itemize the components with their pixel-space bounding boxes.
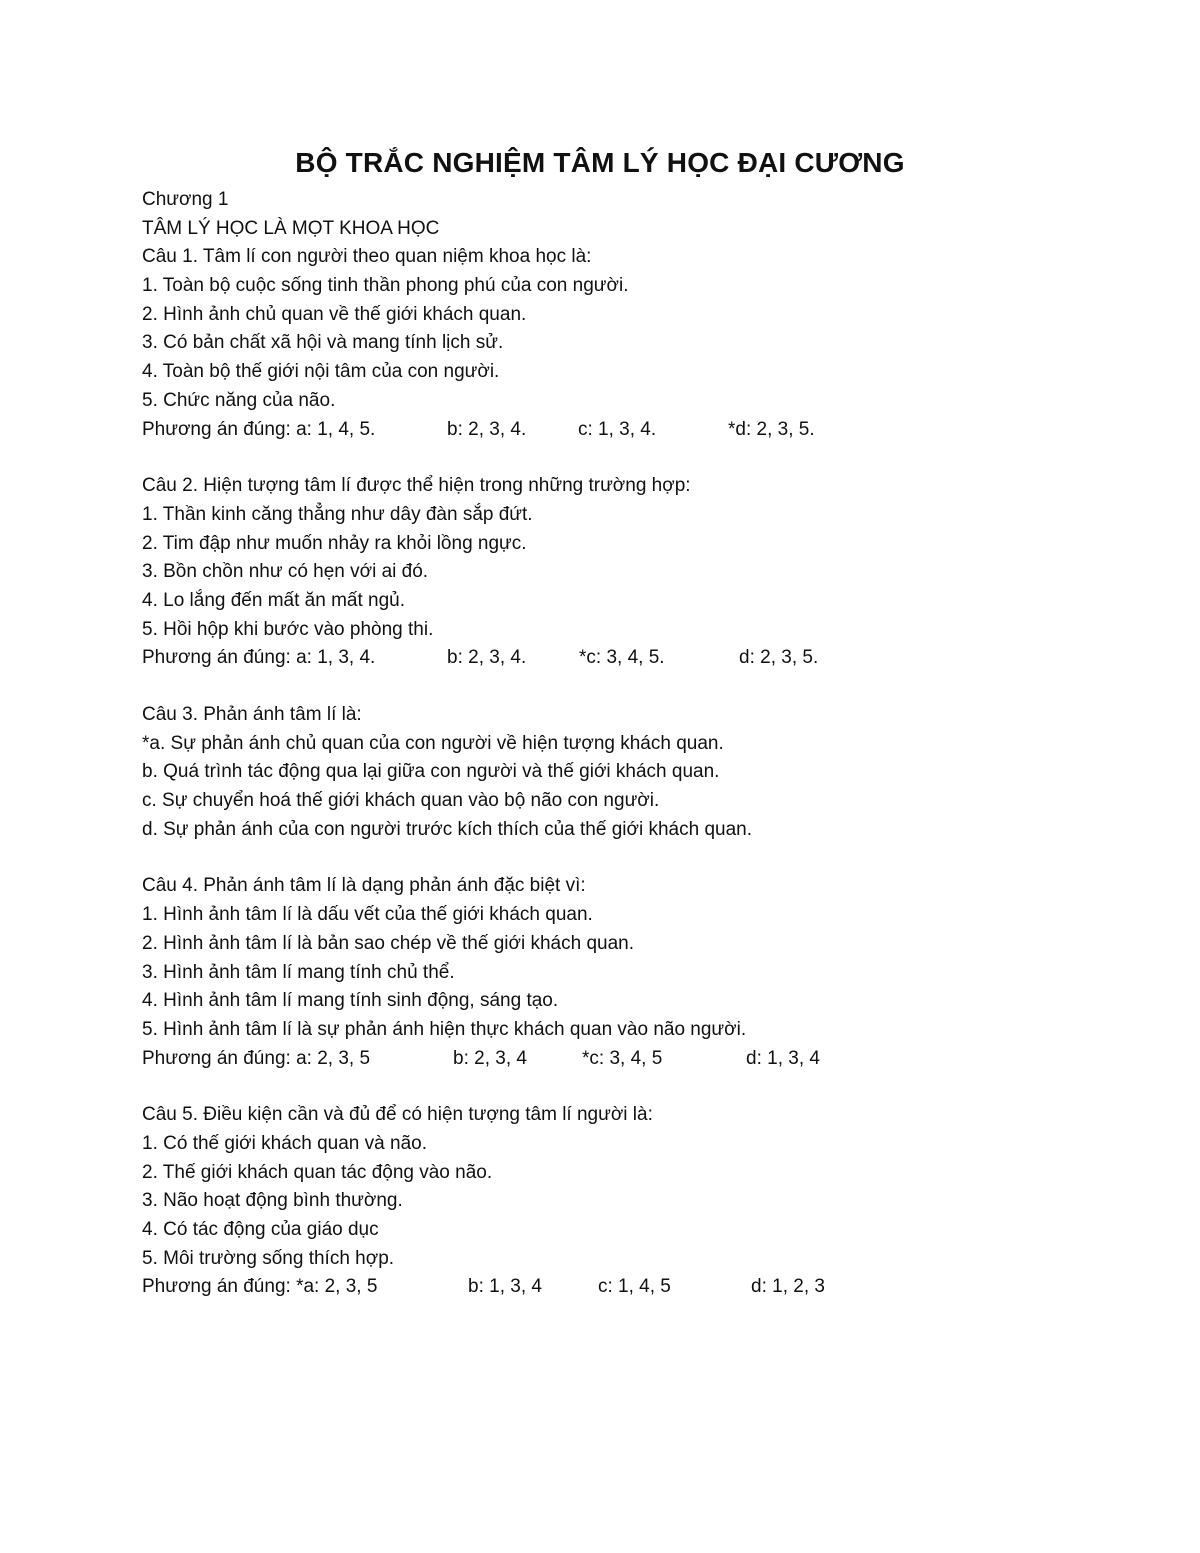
question-5-answers: [142, 1273, 1042, 1302]
question-2-item: 5. Hồi hộp khi bước vào phòng thi.: [142, 618, 434, 640]
question-1-item: 4. Toàn bộ thế giới nội tâm của con người.: [142, 361, 500, 383]
question-3-option: b. Quá trình tác động qua lại giữa con người và thế giới khách quan.: [142, 761, 720, 783]
answer-option-d: d: 1, 2, 3: [751, 1276, 825, 1298]
spacer: [142, 673, 1042, 701]
answer-option-c: c: 1, 4, 5: [598, 1276, 671, 1298]
question-3: Câu 3. Phản ánh tâm lí là:: [142, 704, 362, 725]
question-1-answers: [142, 416, 1042, 445]
question-2-item: 2. Tim đập như muốn nhảy ra khỏi lồng ngực.: [142, 532, 527, 554]
question-5: Câu 5. Điều kiện cần và đủ để có hiện tượng tâm lí người là:: [142, 1104, 653, 1126]
question-5-item: 3. Não hoạt động bình thường.: [142, 1190, 403, 1212]
answer-option-a: Phương án đúng: a: 1, 4, 5.: [142, 418, 376, 440]
question-5-item: 1. Có thế giới khách quan và não.: [142, 1132, 427, 1154]
question-5-item: 4. Có tác động của giáo dục: [142, 1219, 379, 1240]
question-4-item: 1. Hình ảnh tâm lí là dấu vết của thế giới khách quan.: [142, 904, 593, 926]
answer-option-b: b: 2, 3, 4.: [447, 418, 527, 440]
question-2-item: 1. Thần kinh căng thẳng như dây đàn sắp đứt.: [142, 503, 533, 525]
answer-option-a: Phương án đúng: *a: 2, 3, 5: [142, 1276, 378, 1298]
question-4-answers: [142, 1045, 1042, 1074]
document-title: BỘ TRẮC NGHIỆM TÂM LÝ HỌC ĐẠI CƯƠNG: [295, 147, 905, 178]
question-5-item: 2. Thế giới khách quan tác động vào não.: [142, 1161, 493, 1183]
question-1-item: 5. Chức năng của não.: [142, 389, 336, 411]
question-4-item: 3. Hình ảnh tâm lí mang tính chủ thể.: [142, 961, 455, 983]
answer-option-b: b: 2, 3, 4: [453, 1047, 527, 1069]
question-3-option: d. Sự phản ánh của con người trước kích thích của thế giới khách quan.: [142, 818, 752, 840]
spacer: [142, 444, 1042, 472]
question-4-item: 4. Hình ảnh tâm lí mang tính sinh động, sáng tạo.: [142, 990, 559, 1012]
answer-option-d: *d: 2, 3, 5.: [728, 418, 815, 440]
question-2: Câu 2. Hiện tượng tâm lí được thể hiện trong những trường hợp:: [142, 475, 691, 497]
answer-option-a: Phương án đúng: a: 2, 3, 5: [142, 1047, 371, 1069]
answer-option-b: b: 2, 3, 4.: [447, 647, 527, 669]
question-3-option: c. Sự chuyển hoá thế giới khách quan vào bộ não con người.: [142, 790, 660, 812]
question-1: Câu 1. Tâm lí con người theo quan niệm khoa học là:: [142, 246, 592, 268]
answer-option-c: *c: 3, 4, 5.: [579, 647, 665, 669]
question-2-answers: [142, 644, 1042, 673]
question-3-option: *a. Sự phản ánh chủ quan của con người về hiện tượng khách quan.: [142, 732, 724, 754]
chapter-number: Chương 1: [142, 189, 229, 210]
spacer: [142, 844, 1042, 872]
answer-option-c: *c: 3, 4, 5: [582, 1047, 663, 1069]
question-4: Câu 4. Phản ánh tâm lí là dạng phản ánh đặc biệt vì:: [142, 875, 586, 897]
answer-option-d: d: 1, 3, 4: [746, 1047, 820, 1069]
question-4-item: 5. Hình ảnh tâm lí là sự phản ánh hiện thực khách quan vào não người.: [142, 1018, 747, 1040]
question-1-item: 1. Toàn bộ cuộc sống tinh thần phong phú của con người.: [142, 275, 629, 297]
answer-option-c: c: 1, 3, 4.: [578, 418, 657, 440]
question-1-item: 3. Có bản chất xã hội và mang tính lịch sử.: [142, 332, 504, 354]
question-5-item: 5. Môi trường sống thích hợp.: [142, 1247, 395, 1269]
answer-option-d: d: 2, 3, 5.: [739, 647, 819, 669]
answer-option-a: Phương án đúng: a: 1, 3, 4.: [142, 647, 376, 669]
document-body: [142, 186, 1042, 1302]
question-1-item: 2. Hình ảnh chủ quan về thế giới khách quan.: [142, 303, 527, 325]
question-2-item: 3. Bồn chồn như có hẹn với ai đó.: [142, 561, 429, 583]
chapter-title: TÂM LÝ HỌC LÀ MỌT KHOA HỌC: [142, 217, 440, 239]
question-2-item: 4. Lo lắng đến mất ăn mất ngủ.: [142, 589, 406, 611]
question-4-item: 2. Hình ảnh tâm lí là bản sao chép về thế giới khách quan.: [142, 932, 634, 954]
spacer: [142, 1073, 1042, 1101]
answer-option-b: b: 1, 3, 4: [468, 1276, 542, 1298]
